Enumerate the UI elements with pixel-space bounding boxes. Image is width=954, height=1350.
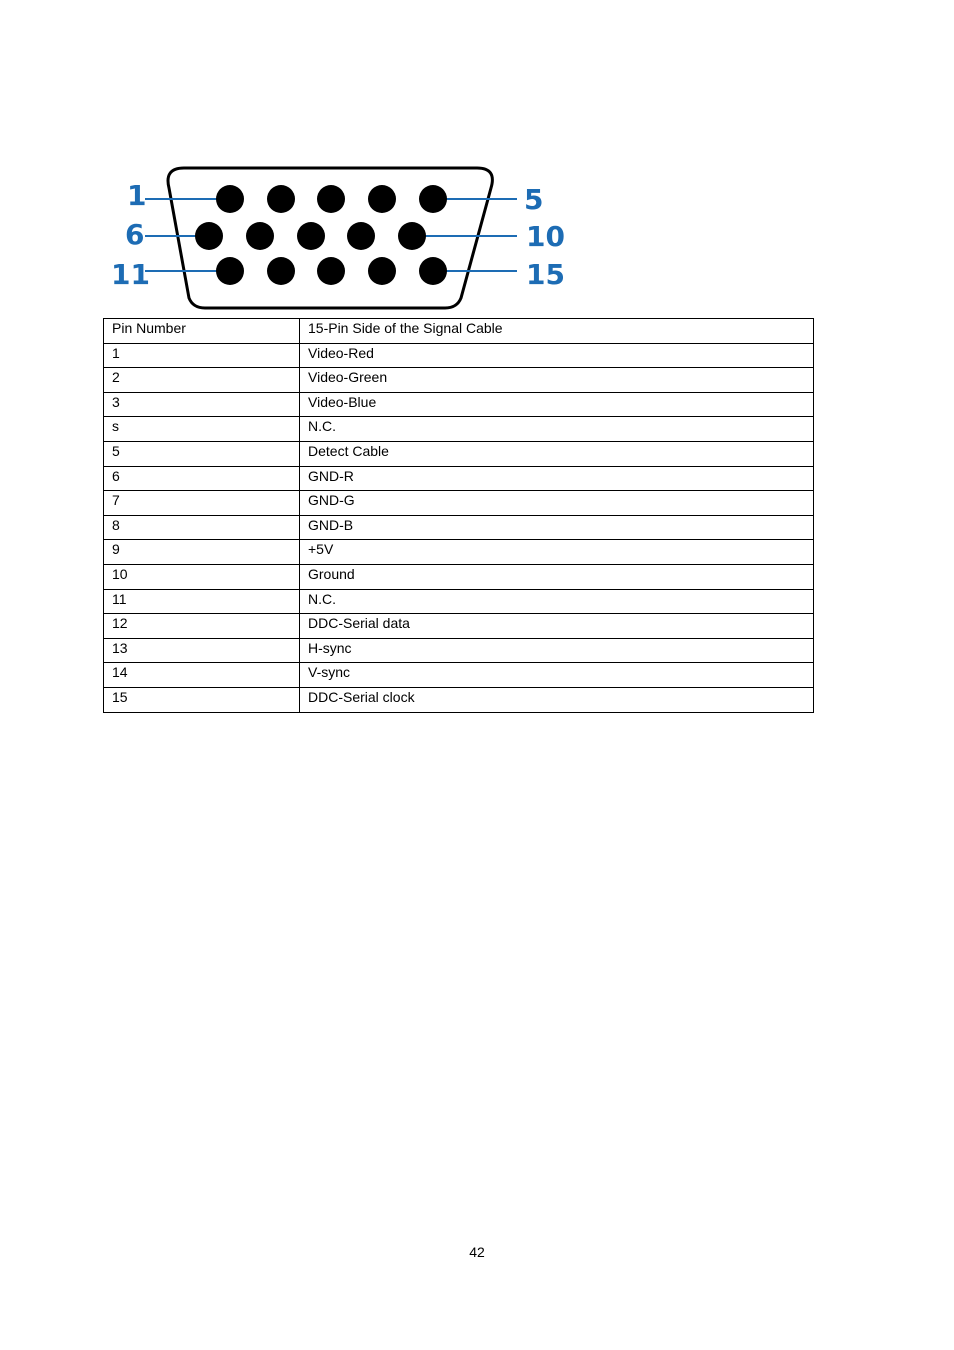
signal-cell: Detect Cable [300,441,814,466]
table-row [104,663,814,688]
signal-cell: N.C. [300,417,814,442]
pin-dot [317,257,345,285]
pin-label-10: 10 [526,220,565,253]
table-row [104,343,814,368]
signal-cell: GND-R [300,466,814,491]
table-row [104,589,814,614]
pin-number-cell: 6 [104,466,300,491]
table-row [104,417,814,442]
pin-dot [317,185,345,213]
pin-label-1: 1 [127,179,147,212]
pin-number-cell: 1 [104,343,300,368]
pin-number-cell: 2 [104,368,300,393]
pin-dot [297,222,325,250]
page-number: 42 [469,1244,485,1260]
pin-label-15: 15 [526,258,565,291]
table-row [104,614,814,639]
table-row [104,392,814,417]
signal-cell: H-sync [300,638,814,663]
signal-cell: GND-B [300,515,814,540]
pin-dot [368,257,396,285]
header-signal: 15-Pin Side of the Signal Cable [300,319,814,344]
pin-number-cell: 7 [104,491,300,516]
signal-cell: V-sync [300,663,814,688]
signal-cell: Video-Red [300,343,814,368]
pin-label-5: 5 [524,183,544,216]
table-row [104,466,814,491]
signal-cell: DDC-Serial data [300,614,814,639]
pin-dot [419,257,447,285]
table-row [104,687,814,712]
signal-cell: Ground [300,564,814,589]
pin-dot [216,257,244,285]
header-pin-number: Pin Number [104,319,300,344]
pin-dot [368,185,396,213]
pin-dot [267,257,295,285]
table-row [104,540,814,565]
pin-number-cell: 5 [104,441,300,466]
pin-number-cell: 10 [104,564,300,589]
signal-cell: GND-G [300,491,814,516]
table-row [104,564,814,589]
pin-dot [267,185,295,213]
pin-number-cell: 9 [104,540,300,565]
pin-number-cell: 8 [104,515,300,540]
pin-dot [398,222,426,250]
signal-cell: +5V [300,540,814,565]
table-row [104,441,814,466]
signal-cell: N.C. [300,589,814,614]
table-row [104,638,814,663]
pin-number-cell: 15 [104,687,300,712]
signal-cell: DDC-Serial clock [300,687,814,712]
pin-label-11: 11 [111,258,150,291]
pin-number-cell: 3 [104,392,300,417]
table-header-row [104,319,814,344]
pin-number-cell: s [104,417,300,442]
pin-dot [195,222,223,250]
pin-dot [419,185,447,213]
vga-connector-diagram [105,160,575,320]
table-row [104,368,814,393]
table-row [104,491,814,516]
pin-dot [216,185,244,213]
pin-dot [347,222,375,250]
pin-number-cell: 12 [104,614,300,639]
signal-cell: Video-Green [300,368,814,393]
pin-label-6: 6 [125,218,145,251]
pin-dot [246,222,274,250]
pin-number-cell: 14 [104,663,300,688]
pin-number-cell: 11 [104,589,300,614]
pin-number-cell: 13 [104,638,300,663]
signal-cell: Video-Blue [300,392,814,417]
table-row [104,515,814,540]
pin-assignment-table [103,318,814,713]
